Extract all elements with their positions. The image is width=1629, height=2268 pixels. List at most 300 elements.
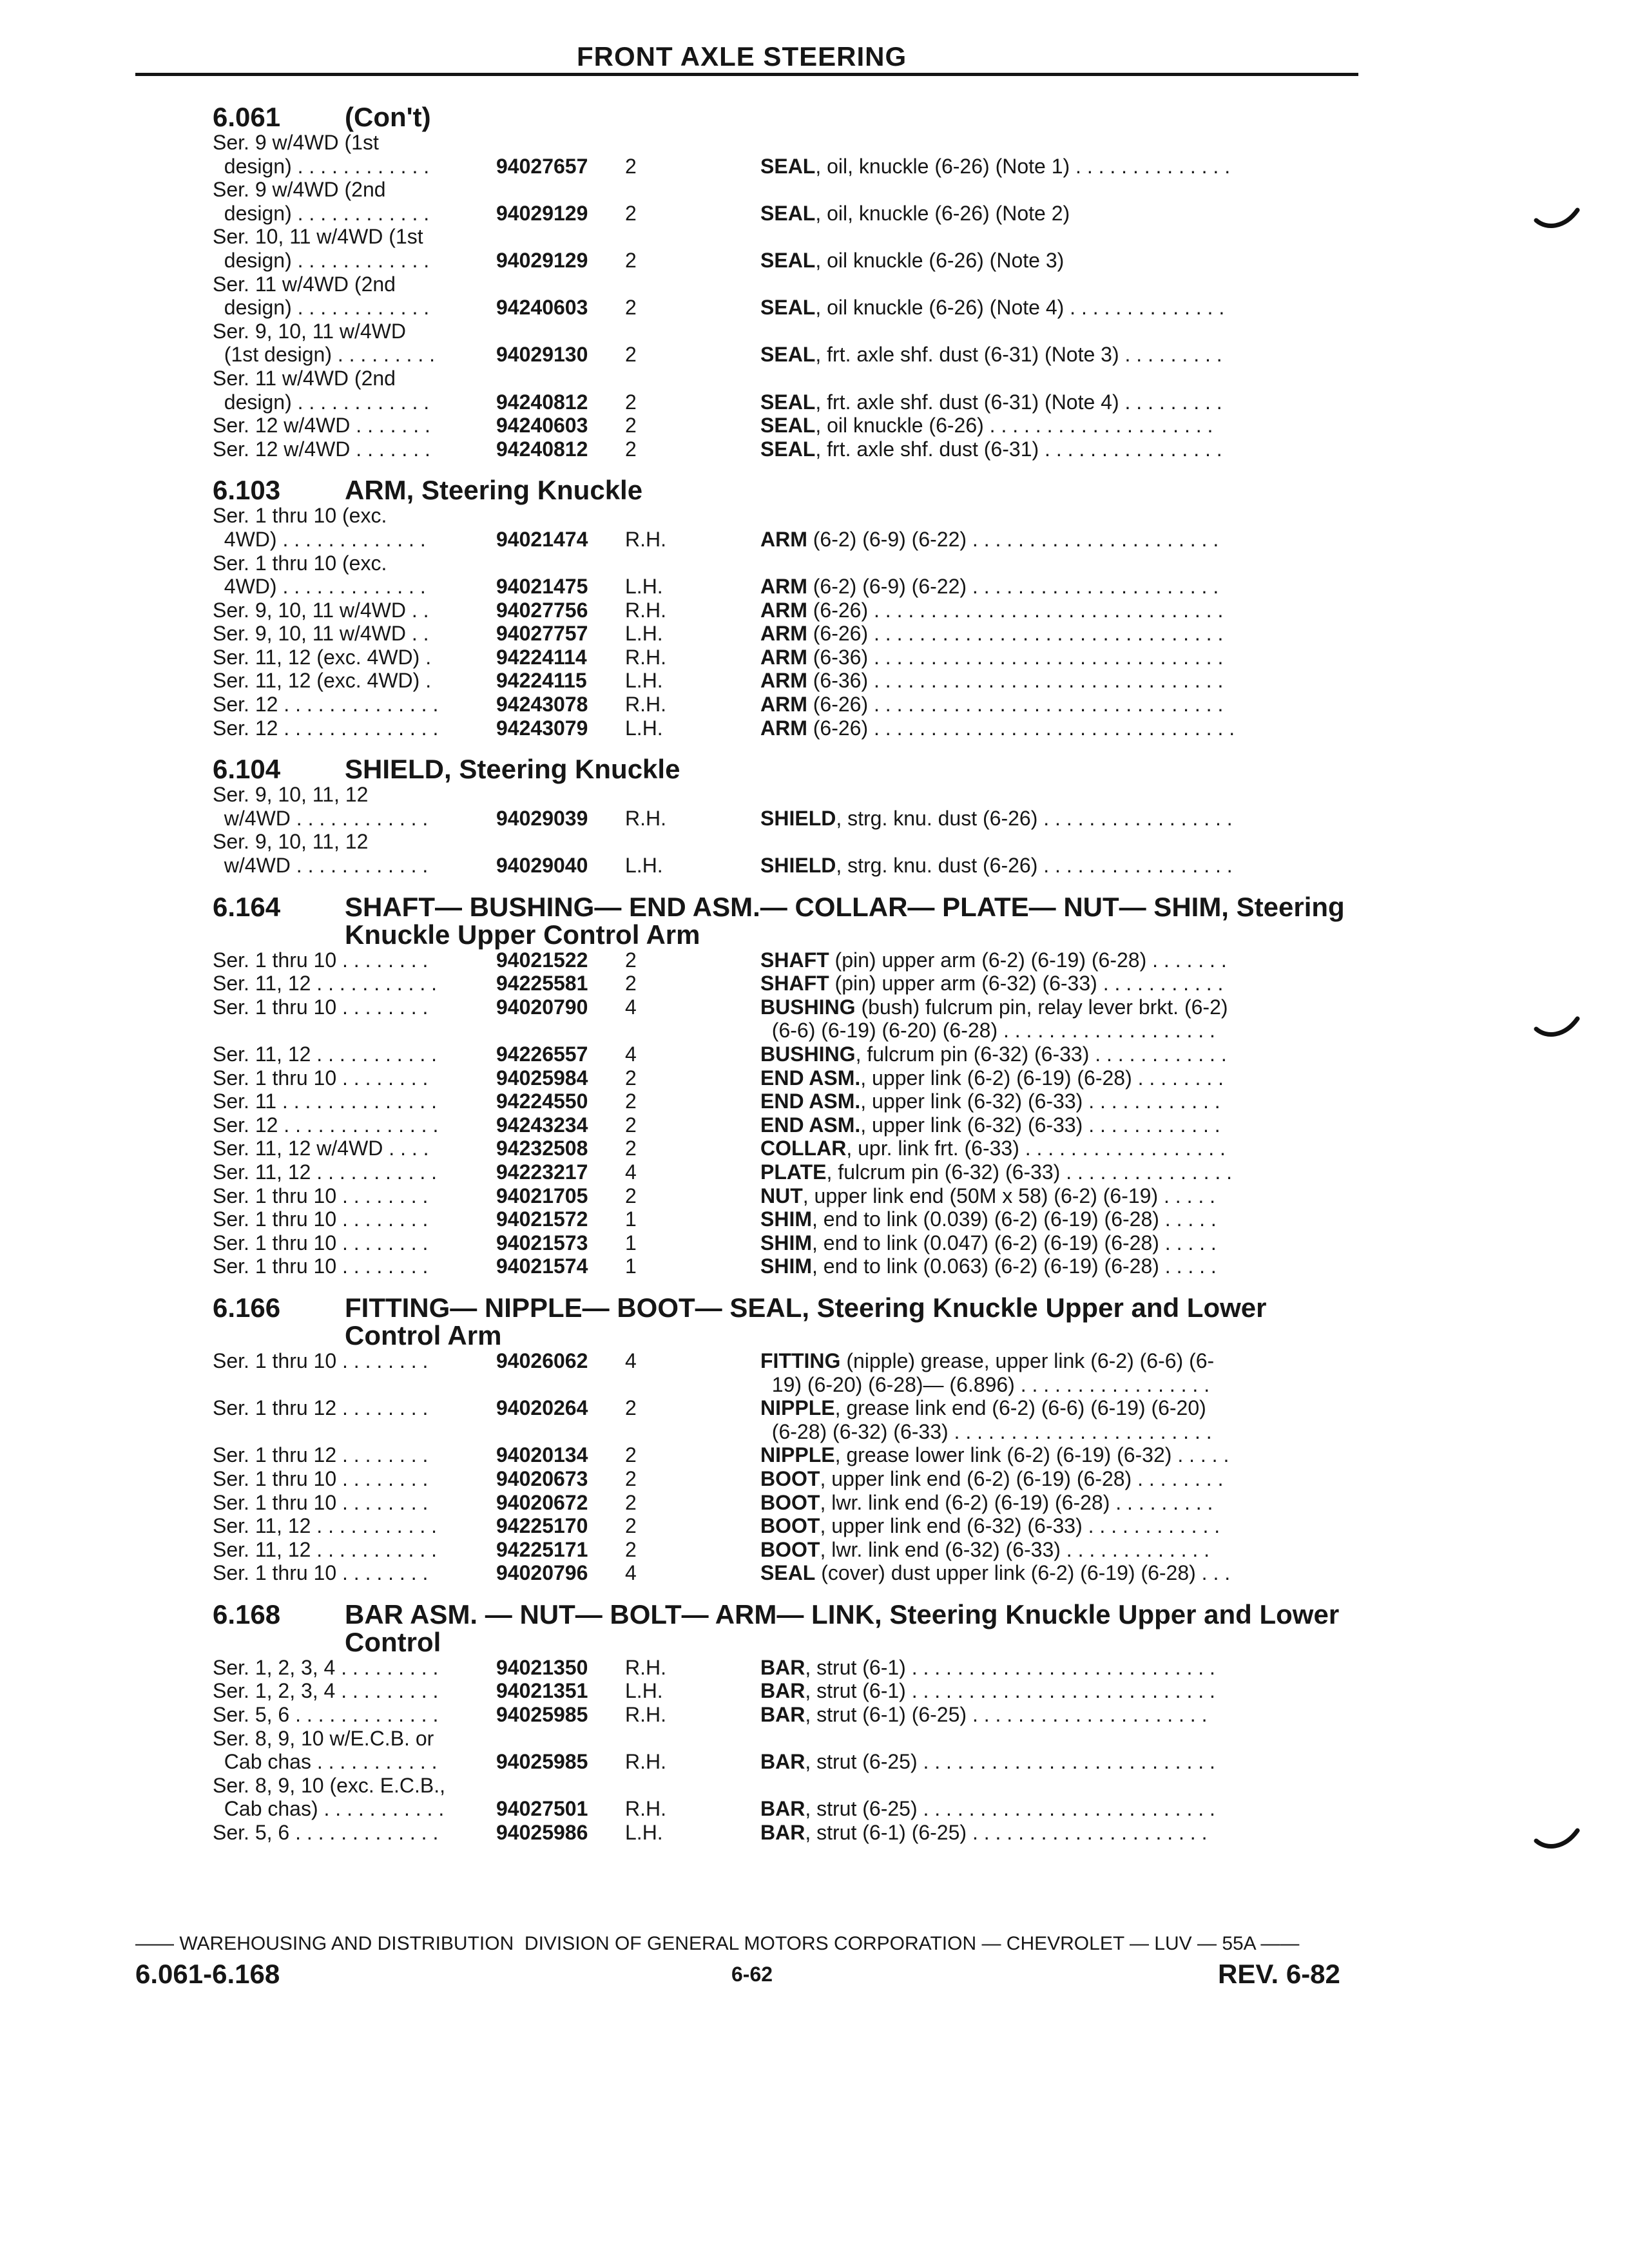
section-heading (213, 1294, 1366, 1349)
part-name: END ASM. (760, 1090, 861, 1113)
description-cell (689, 1467, 1366, 1491)
part-row (213, 830, 1366, 877)
part-name: COLLAR (760, 1137, 847, 1160)
part-name: SEAL (760, 201, 816, 225)
part-name: ARM (760, 527, 807, 551)
quantity: 4 (625, 1349, 637, 1372)
application-cell (213, 437, 496, 461)
part-row (213, 320, 1366, 367)
part-row (213, 1491, 1366, 1515)
description-line (760, 995, 1366, 1019)
application-line: w/4WD . . . . . . . . . . . . (213, 854, 429, 878)
part-number: 94226557 (496, 1043, 588, 1066)
part-row (213, 367, 1366, 414)
description-cell (689, 1207, 1366, 1231)
footer-publisher-line: —— WAREHOUSING AND DISTRIBUTION DIVISION OF GENERAL MOTORS CORPORATION — CHEVROLET — LUV — 55A —— (135, 1933, 1300, 1954)
part-detail: , upper link (6-32) (6-33) . . . . . . . . . . . . (860, 1090, 1220, 1113)
quantity: L.H. (625, 575, 663, 599)
part-detail: (6-26) . . . . . . . . . . . . . . . . . . . . . . . . . . . . . . . (807, 622, 1224, 646)
part-number: 94025985 (496, 1750, 588, 1774)
description-line (760, 249, 1366, 273)
application-line: Ser. 9 w/4WD (2nd (213, 178, 386, 202)
description-line (760, 1137, 1366, 1160)
part-detail: (cover) dust upper link (6-2) (6-19) (6-28) . . . (815, 1561, 1231, 1585)
description-cell (689, 1043, 1366, 1066)
part-row (213, 669, 1366, 693)
section-title: (Con't) (345, 102, 431, 132)
part-detail: (6-36) . . . . . . . . . . . . . . . . . . . . . . . . . . . . . . . (807, 669, 1224, 693)
part-row (213, 1679, 1366, 1703)
part-number: 94020264 (496, 1396, 588, 1420)
application-line: Ser. 9, 10, 11, 12 (213, 830, 369, 854)
application-line: Ser. 1 thru 12 . . . . . . . . (213, 1396, 429, 1420)
description-line (760, 437, 1366, 461)
section-heading (213, 1600, 1366, 1656)
description-line (760, 972, 1366, 995)
part-detail: (6-2) (6-9) (6-22) . . . . . . . . . . . . . . . . . . . . . . (807, 575, 1219, 599)
quantity: L.H. (625, 716, 663, 740)
part-name: SEAL (760, 437, 816, 461)
description-cell (689, 528, 1366, 552)
description-cell (689, 1443, 1366, 1467)
part-row (213, 225, 1366, 272)
part-number: 94240812 (496, 390, 588, 414)
application-line: w/4WD . . . . . . . . . . . . (213, 806, 429, 830)
quantity: 1 (625, 1207, 637, 1231)
description-line (760, 854, 1366, 878)
application-line: Ser. 1 thru 10 . . . . . . . . (213, 1254, 429, 1278)
part-detail: , fulcrum pin (6-32) (6-33) . . . . . . . . . . . . . . . (826, 1160, 1233, 1184)
application-line: Ser. 1 thru 10 (exc. (213, 551, 387, 575)
quantity: 2 (625, 972, 637, 995)
application-line: Ser. 1 thru 10 . . . . . . . . (213, 1561, 429, 1585)
section-number: 6.166 (213, 1292, 281, 1323)
description-cell (689, 249, 1366, 273)
part-name: SEAL (760, 296, 816, 320)
description-line (760, 1113, 1366, 1137)
part-number: 94021705 (496, 1184, 588, 1207)
part-row (213, 1090, 1366, 1113)
part-detail: , upr. link frt. (6-33) . . . . . . . . . . . . . . . . . . (846, 1137, 1226, 1160)
description-cell (689, 1137, 1366, 1160)
quantity: 1 (625, 1231, 637, 1254)
section-title: ARM, Steering Knuckle (345, 475, 643, 506)
part-row (213, 1184, 1366, 1208)
part-detail: , oil knuckle (6-26) . . . . . . . . . . . . . . . . . . . . (815, 414, 1213, 437)
part-row (213, 1043, 1366, 1066)
section-heading (213, 893, 1366, 948)
part-number: 94027657 (496, 154, 588, 178)
part-row (213, 131, 1366, 178)
quantity: 4 (625, 995, 637, 1019)
application-line: Ser. 1 thru 10 . . . . . . . . (213, 948, 429, 972)
part-name: BAR (760, 1750, 805, 1774)
application-cell (213, 320, 496, 367)
part-detail: , grease lower link (6-2) (6-19) (6-32) . . . . . (834, 1443, 1229, 1467)
part-name: BOOT (760, 1490, 820, 1514)
description-line (760, 1443, 1366, 1467)
application-line: Ser. 9, 10, 11 w/4WD . . (213, 622, 429, 646)
description-line (760, 622, 1366, 646)
part-number: 94021572 (496, 1207, 588, 1231)
application-line: design) . . . . . . . . . . . . (213, 154, 430, 178)
application-line: Ser. 12 . . . . . . . . . . . . . . (213, 716, 439, 740)
section-heading (213, 476, 1366, 504)
application-cell (213, 178, 496, 225)
quantity: 2 (625, 154, 637, 178)
part-detail: , end to link (0.063) (6-2) (6-19) (6-28) . . . . . (812, 1254, 1217, 1278)
part-detail: (6-6) (6-19) (6-20) (6-28) . . . . . . . . . . . . . . . . . . . (760, 1019, 1215, 1043)
application-line: Ser. 11, 12 . . . . . . . . . . . (213, 1537, 437, 1561)
description-line (760, 1396, 1366, 1420)
application-line: Ser. 11, 12 . . . . . . . . . . . (213, 1043, 437, 1066)
application-cell (213, 1349, 496, 1373)
description-line (760, 155, 1366, 178)
part-name: END ASM. (760, 1113, 861, 1137)
quantity: 2 (625, 1490, 637, 1514)
application-cell (213, 1396, 496, 1420)
description-cell (689, 437, 1366, 461)
quantity: 2 (625, 201, 637, 225)
quantity: 2 (625, 1066, 637, 1090)
part-name: SHIM (760, 1231, 812, 1254)
part-row (213, 1703, 1366, 1727)
section-heading (213, 755, 1366, 783)
part-detail: (6-28) (6-32) (6-33) . . . . . . . . . . . . . . . . . . . . . . . (760, 1419, 1212, 1443)
part-row (213, 1656, 1366, 1680)
application-line: 4WD) . . . . . . . . . . . . . (213, 575, 426, 599)
application-line: Ser. 11, 12 . . . . . . . . . . . (213, 972, 437, 995)
part-detail: , lwr. link end (6-2) (6-19) (6-28) . . . . . . . . . (820, 1490, 1213, 1514)
part-row (213, 1066, 1366, 1090)
footer-page-number: 6-62 (731, 1963, 773, 1986)
section-number: 6.061 (213, 102, 281, 132)
part-detail: , frt. axle shf. dust (6-31) (Note 4) . . . . . . . . . (815, 390, 1222, 414)
page-title: FRONT AXLE STEERING (577, 41, 907, 72)
part-name: BAR (760, 1797, 805, 1821)
part-name: SEAL (760, 1561, 816, 1585)
application-line: Ser. 12 . . . . . . . . . . . . . . (213, 1113, 439, 1137)
quantity: 4 (625, 1043, 637, 1066)
section-number: 6.168 (213, 1599, 281, 1629)
application-cell (213, 225, 496, 272)
description-cell (689, 972, 1366, 995)
section-number: 6.103 (213, 475, 281, 506)
quantity: R.H. (625, 598, 666, 622)
part-number: 94029129 (496, 248, 588, 272)
application-line: Ser. 11 w/4WD (2nd (213, 366, 396, 390)
application-cell (213, 995, 496, 1019)
description-line (760, 1066, 1366, 1090)
part-number: 94243078 (496, 693, 588, 716)
application-cell (213, 972, 496, 995)
part-detail: , oil knuckle (6-26) (Note 3) (815, 248, 1065, 272)
description-cell (689, 693, 1366, 716)
part-number: 94225170 (496, 1514, 588, 1538)
part-number: 94029130 (496, 343, 588, 367)
application-line: Ser. 1 thru 10 . . . . . . . . (213, 1066, 429, 1090)
description-cell (689, 854, 1366, 878)
description-line (760, 1491, 1366, 1515)
part-name: ARM (760, 669, 807, 693)
part-number: 94021351 (496, 1679, 588, 1703)
application-cell (213, 1160, 496, 1184)
application-cell (213, 414, 496, 437)
application-line: Ser. 1 thru 10 (exc. (213, 504, 387, 528)
application-line: Ser. 9, 10, 11, 12 (213, 783, 369, 807)
description-line (760, 669, 1366, 693)
description-cell (689, 669, 1366, 693)
application-line: Ser. 1 thru 12 . . . . . . . . (213, 1443, 429, 1467)
part-detail: (pin) upper arm (6-32) (6-33) . . . . . . . . . . . (829, 972, 1224, 995)
part-number: 94224114 (496, 645, 587, 669)
application-line: Ser. 5, 6 . . . . . . . . . . . . . (213, 1821, 439, 1845)
application-cell (213, 1231, 496, 1255)
part-row (213, 1349, 1366, 1396)
description-line (760, 575, 1366, 599)
quantity: R.H. (625, 806, 666, 830)
application-line: Ser. 10, 11 w/4WD (1st (213, 225, 423, 249)
part-name: BUSHING (760, 1043, 856, 1066)
part-row (213, 1467, 1366, 1491)
part-number: 94025986 (496, 1821, 588, 1845)
part-row (213, 646, 1366, 669)
part-number: 94020134 (496, 1443, 588, 1467)
part-name: ARM (760, 622, 807, 646)
part-detail: , end to link (0.039) (6-2) (6-19) (6-28) . . . . . (812, 1207, 1217, 1231)
description-line (760, 1679, 1366, 1703)
part-row (213, 273, 1366, 320)
part-row (213, 1113, 1366, 1137)
description-line (760, 296, 1366, 320)
description-cell (689, 575, 1366, 599)
quantity: L.H. (625, 1679, 663, 1703)
part-detail: , frt. axle shf. dust (6-31) (Note 3) . . . . . . . . . (815, 343, 1222, 367)
part-name: SEAL (760, 248, 816, 272)
part-row (213, 1538, 1366, 1562)
part-number: 94021474 (496, 527, 588, 551)
part-name: SHIM (760, 1254, 812, 1278)
application-cell (213, 1254, 496, 1278)
part-detail: , oil, knuckle (6-26) (Note 2) (815, 201, 1070, 225)
part-name: SHAFT (760, 948, 829, 972)
description-cell (689, 622, 1366, 646)
description-cell (689, 1656, 1366, 1680)
description-line (760, 1184, 1366, 1208)
quantity: 2 (625, 1537, 637, 1561)
description-line (760, 1019, 1366, 1043)
part-number: 94025984 (496, 1066, 588, 1090)
part-detail: (6-26) . . . . . . . . . . . . . . . . . . . . . . . . . . . . . . . (807, 693, 1224, 716)
description-cell (689, 1750, 1366, 1774)
application-cell (213, 1821, 496, 1845)
application-line: Ser. 12 w/4WD . . . . . . . (213, 414, 430, 437)
application-cell (213, 1561, 496, 1585)
part-number: 94026062 (496, 1349, 588, 1372)
footer-revision: REV. 6-82 (1218, 1959, 1340, 1989)
description-line (760, 1349, 1366, 1373)
part-number: 94027501 (496, 1797, 588, 1821)
part-name: BOOT (760, 1466, 820, 1490)
quantity: 2 (625, 948, 637, 972)
part-number: 94027757 (496, 622, 588, 646)
description-line (760, 1514, 1366, 1538)
description-cell (689, 1538, 1366, 1562)
part-number: 94020790 (496, 995, 588, 1019)
application-cell (213, 1538, 496, 1562)
part-name: NIPPLE (760, 1443, 835, 1467)
quantity: R.H. (625, 645, 666, 669)
application-cell (213, 716, 496, 740)
part-row (213, 622, 1366, 646)
quantity: 2 (625, 1466, 637, 1490)
application-line: Ser. 9 w/4WD (1st (213, 131, 379, 154)
application-cell (213, 1137, 496, 1160)
description-cell (689, 1561, 1366, 1585)
description-cell (689, 1797, 1366, 1821)
description-cell (689, 1703, 1366, 1727)
quantity: 1 (625, 1254, 637, 1278)
quantity: 4 (625, 1561, 637, 1585)
description-cell (689, 716, 1366, 740)
description-line (760, 1254, 1366, 1278)
description-line (760, 390, 1366, 414)
description-cell (689, 202, 1366, 226)
description-cell (689, 1066, 1366, 1090)
application-cell (213, 783, 496, 830)
description-line (760, 528, 1366, 552)
quantity: 2 (625, 1113, 637, 1137)
part-name: BUSHING (760, 995, 856, 1019)
description-cell (689, 807, 1366, 831)
part-detail: (6-2) (6-9) (6-22) . . . . . . . . . . . . . . . . . . . . . . (807, 527, 1219, 551)
binder-tick-mark (1534, 1015, 1580, 1041)
part-detail: , strut (6-1) . . . . . . . . . . . . . . . . . . . . . . . . . . . (805, 1679, 1215, 1703)
description-line (760, 1420, 1366, 1444)
section-title: SHAFT— BUSHING— END ASM.— COLLAR— PLATE— NUT— SHIM, Steering Knuckle Upper Control Arm (345, 891, 1345, 950)
part-row (213, 783, 1366, 830)
application-line: design) . . . . . . . . . . . . (213, 390, 430, 414)
description-line (760, 1703, 1366, 1727)
application-line: Ser. 1 thru 10 . . . . . . . . (213, 1207, 429, 1231)
part-row (213, 1561, 1366, 1585)
section-number: 6.164 (213, 891, 281, 922)
section-title: BAR ASM. — NUT— BOLT— ARM— LINK, Steering Knuckle Upper and Lower Control (345, 1599, 1340, 1657)
application-line: Ser. 11, 12 . . . . . . . . . . . (213, 1160, 437, 1184)
description-line (760, 693, 1366, 716)
part-row (213, 1774, 1366, 1821)
part-number: 94021350 (496, 1655, 588, 1679)
part-number: 94021573 (496, 1231, 588, 1254)
description-cell (689, 948, 1366, 972)
part-name: SHIELD (760, 806, 836, 830)
description-line (760, 414, 1366, 437)
description-line (760, 1538, 1366, 1562)
quantity: 2 (625, 248, 637, 272)
part-row (213, 504, 1366, 551)
description-cell (689, 1514, 1366, 1538)
part-number: 94021574 (496, 1254, 588, 1278)
quantity: R.H. (625, 1750, 666, 1774)
part-detail: , strut (6-1) (6-25) . . . . . . . . . . . . . . . . . . . . . (805, 1821, 1208, 1845)
part-name: SEAL (760, 390, 816, 414)
description-line (760, 716, 1366, 740)
application-cell (213, 552, 496, 599)
part-number: 94243079 (496, 716, 588, 740)
quantity: 2 (625, 1137, 637, 1160)
part-detail: (nipple) grease, upper link (6-2) (6-6) (6- (840, 1349, 1215, 1372)
application-line: Ser. 5, 6 . . . . . . . . . . . . . (213, 1703, 439, 1727)
application-cell (213, 131, 496, 178)
part-detail: , strut (6-1) . . . . . . . . . . . . . . . . . . . . . . . . . . . (805, 1655, 1215, 1679)
part-name: END ASM. (760, 1066, 861, 1090)
part-detail: , oil, knuckle (6-26) (Note 1) . . . . . . . . . . . . . . (815, 154, 1231, 178)
description-cell (689, 296, 1366, 320)
quantity: 4 (625, 1160, 637, 1184)
part-row (213, 1137, 1366, 1160)
part-name: BAR (760, 1679, 805, 1703)
application-line: Ser. 1, 2, 3, 4 . . . . . . . . . (213, 1679, 439, 1703)
description-line (760, 202, 1366, 226)
binder-tick-mark (1534, 1827, 1580, 1852)
part-number: 94029040 (496, 854, 588, 878)
description-line (760, 1090, 1366, 1113)
application-line: 4WD) . . . . . . . . . . . . . (213, 527, 426, 551)
application-cell (213, 1491, 496, 1515)
quantity: L.H. (625, 669, 663, 693)
parts-list (213, 103, 1366, 1845)
part-number: 94224550 (496, 1090, 588, 1113)
description-cell (689, 1821, 1366, 1845)
part-name: SHIELD (760, 854, 836, 878)
part-name: ARM (760, 575, 807, 599)
description-line (760, 1207, 1366, 1231)
part-number: 94225581 (496, 972, 588, 995)
part-detail: , upper link (6-32) (6-33) . . . . . . . . . . . . (860, 1113, 1220, 1137)
part-row (213, 1821, 1366, 1845)
application-cell (213, 1514, 496, 1538)
description-line (760, 1821, 1366, 1845)
application-line: Ser. 9, 10, 11 w/4WD (213, 319, 406, 343)
description-line (760, 948, 1366, 972)
footer-section-range: 6.061-6.168 (135, 1959, 280, 1989)
description-line (760, 1467, 1366, 1491)
part-row (213, 1254, 1366, 1278)
part-name: ARM (760, 645, 807, 669)
application-line: Ser. 1 thru 10 . . . . . . . . (213, 1349, 429, 1372)
part-name: FITTING (760, 1349, 841, 1372)
part-number: 94020796 (496, 1561, 588, 1585)
part-number: 94029129 (496, 201, 588, 225)
description-cell (689, 1254, 1366, 1278)
description-line (760, 1043, 1366, 1066)
application-cell (213, 1184, 496, 1208)
description-cell (689, 995, 1366, 1043)
part-row (213, 948, 1366, 972)
quantity: L.H. (625, 622, 663, 646)
part-name: SEAL (760, 343, 816, 367)
application-cell (213, 622, 496, 646)
description-line (760, 646, 1366, 669)
part-row (213, 1396, 1366, 1443)
application-cell (213, 1113, 496, 1137)
application-cell (213, 1774, 496, 1821)
part-detail: 19) (6-20) (6-28)— (6.896) . . . . . . . . . . . . . . . . . (760, 1372, 1210, 1396)
part-detail: (6-26) . . . . . . . . . . . . . . . . . . . . . . . . . . . . . . . . (807, 716, 1235, 740)
quantity: 2 (625, 437, 637, 461)
part-row (213, 972, 1366, 995)
application-cell (213, 1467, 496, 1491)
